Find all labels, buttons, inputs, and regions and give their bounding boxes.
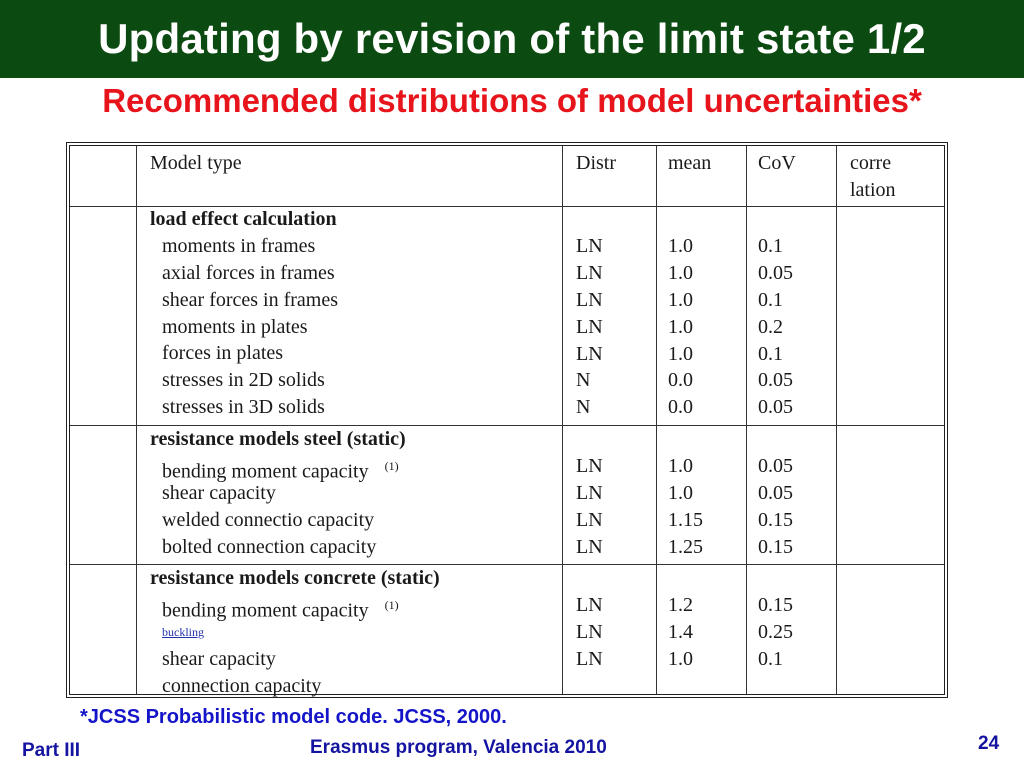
model-name: shear forces in frames <box>162 288 339 311</box>
model-name: connection capacity <box>162 674 322 697</box>
uncertainty-table <box>66 142 948 698</box>
mean-column-g3: 1.2 1.4 1.0 <box>668 594 693 670</box>
cov-column-g3: 0.15 0.25 0.1 <box>758 594 793 670</box>
group-load-effect <box>150 206 338 421</box>
model-name: moments in frames <box>162 234 316 257</box>
header-correlation: corre lation <box>850 152 896 201</box>
distr-column-g3: LN LN LN <box>576 594 603 670</box>
model-name: stresses in 2D solids <box>162 369 325 392</box>
distr-column-g2: LN LN LN LN <box>576 455 603 558</box>
table-col-divider <box>562 146 563 694</box>
table-col-divider <box>656 146 657 694</box>
footer-event: Erasmus program, Valencia 2010 <box>310 737 607 758</box>
group-steel <box>150 426 406 560</box>
group-title: load effect calculation <box>150 208 337 230</box>
model-name: shear capacity <box>162 647 276 670</box>
model-name: shear capacity <box>162 481 276 504</box>
footer-part: Part III <box>22 740 81 761</box>
slide-subtitle: Recommended distributions of model uncertainties* <box>102 82 922 119</box>
title-bar <box>0 0 1024 78</box>
model-name: bending moment capacity $^{(1)}$ <box>162 458 399 483</box>
slide-title: Updating by revision of the limit state 1/2 <box>98 15 926 62</box>
model-name: moments in plates <box>162 315 308 338</box>
group-concrete <box>150 565 440 699</box>
cov-column-g1: 0.1 0.05 0.1 0.2 0.1 0.05 0.05 <box>758 235 793 419</box>
buckling-link[interactable]: buckling <box>162 624 204 639</box>
header-distr: Distr <box>576 152 616 174</box>
table-col-divider <box>746 146 747 694</box>
page-number: 24 <box>978 733 1000 754</box>
group-title: resistance models concrete (static) <box>150 567 440 589</box>
group-title: resistance models steel (static) <box>150 428 406 450</box>
header-cov: CoV <box>758 152 796 174</box>
model-name: welded connectio capacity <box>162 508 375 531</box>
table-col-divider <box>836 146 837 694</box>
header-mean: mean <box>668 152 712 174</box>
distr-column-g1: LN LN LN LN LN N N <box>576 235 603 419</box>
footnote-reference: *JCSS Probabilistic model code. JCSS, 2000. <box>80 706 507 728</box>
mean-column-g1: 1.0 1.0 1.0 1.0 1.0 0.0 0.0 <box>668 235 693 419</box>
model-name: bending moment capacity $^{(1)}$ <box>162 597 399 622</box>
model-name: axial forces in frames <box>162 261 335 284</box>
cov-column-g2: 0.05 0.05 0.15 0.15 <box>758 455 793 558</box>
model-name: forces in plates <box>162 342 284 365</box>
model-name: bolted connection capacity <box>162 535 377 558</box>
model-name: stresses in 3D solids <box>162 396 325 419</box>
table-col-divider <box>136 146 137 694</box>
header-model-type: Model type <box>150 152 242 174</box>
mean-column-g2: 1.0 1.0 1.15 1.25 <box>668 455 703 558</box>
